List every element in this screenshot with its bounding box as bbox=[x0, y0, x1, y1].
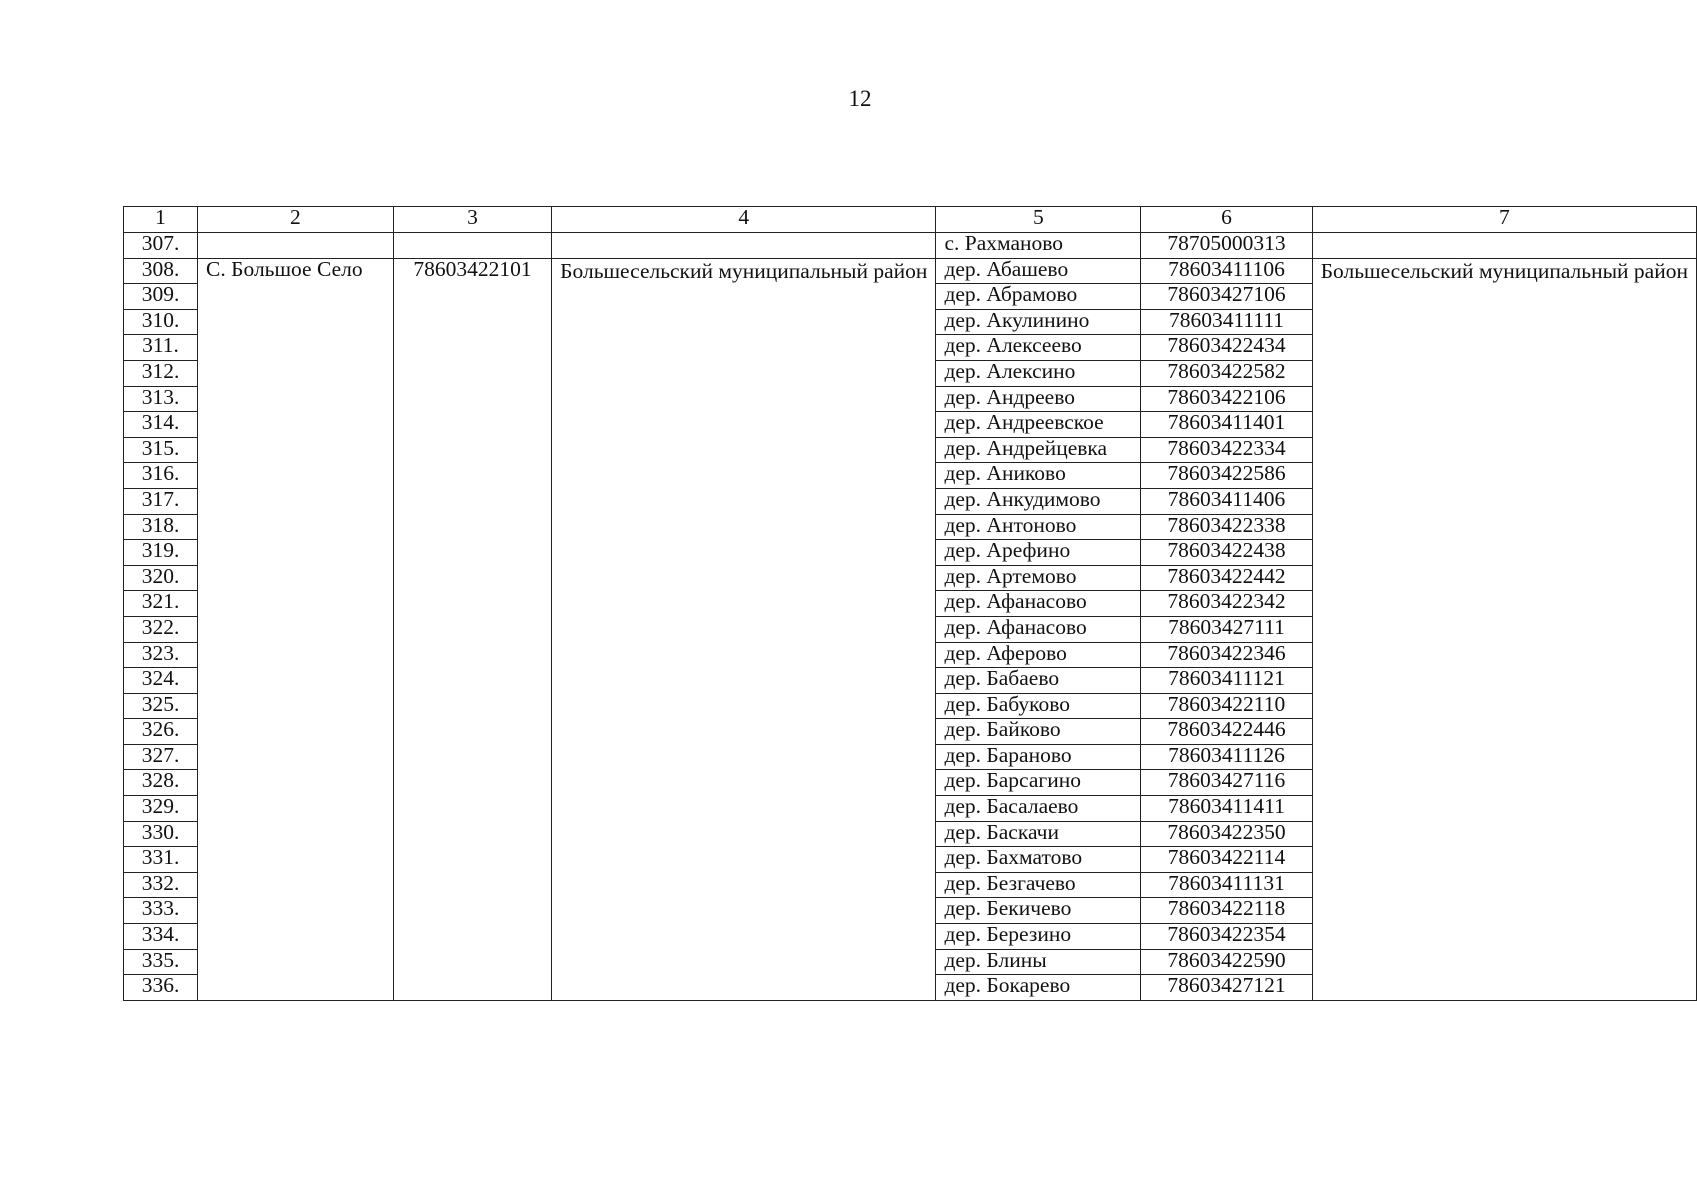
row-number: 317. bbox=[124, 488, 198, 514]
settlement-name: дер. Акулинино bbox=[936, 309, 1141, 335]
okato-code: 78705000313 bbox=[1141, 233, 1312, 259]
settlement-name: дер. Бокарево bbox=[936, 975, 1141, 1001]
page-number: 12 bbox=[848, 86, 872, 111]
row-number: 333. bbox=[124, 898, 198, 924]
empty-cell bbox=[552, 233, 936, 259]
row-number: 310. bbox=[124, 309, 198, 335]
settlement-name: дер. Баскачи bbox=[936, 821, 1141, 847]
row-number: 312. bbox=[124, 360, 198, 386]
okato-code: 78603422334 bbox=[1141, 437, 1312, 463]
admin-center-code: 78603422101 bbox=[393, 258, 551, 1000]
settlement-name: дер. Абашево bbox=[936, 258, 1141, 284]
row-number: 329. bbox=[124, 796, 198, 822]
row-number: 322. bbox=[124, 616, 198, 642]
settlement-name: дер. Бахматово bbox=[936, 847, 1141, 873]
okato-code: 78603422346 bbox=[1141, 642, 1312, 668]
row-number: 323. bbox=[124, 642, 198, 668]
okato-code: 78603422442 bbox=[1141, 565, 1312, 591]
settlements-table bbox=[123, 206, 1697, 1001]
okato-code: 78603427116 bbox=[1141, 770, 1312, 796]
row-number: 325. bbox=[124, 693, 198, 719]
settlement-name: дер. Бабуково bbox=[936, 693, 1141, 719]
row-number: 335. bbox=[124, 949, 198, 975]
okato-code: 78603427111 bbox=[1141, 616, 1312, 642]
settlement-name: дер. Андрейцевка bbox=[936, 437, 1141, 463]
row-number: 313. bbox=[124, 386, 198, 412]
settlement-name: дер. Антоново bbox=[936, 514, 1141, 540]
settlement-name: дер. Байково bbox=[936, 719, 1141, 745]
empty-cell bbox=[198, 233, 394, 259]
okato-code: 78603422582 bbox=[1141, 360, 1312, 386]
row-number: 330. bbox=[124, 821, 198, 847]
settlement-name: дер. Андреево bbox=[936, 386, 1141, 412]
okato-code: 78603422438 bbox=[1141, 540, 1312, 566]
settlement-name: дер. Бекичево bbox=[936, 898, 1141, 924]
settlement-name: дер. Аниково bbox=[936, 463, 1141, 489]
column-header: 7 bbox=[1312, 207, 1696, 233]
okato-code: 78603422446 bbox=[1141, 719, 1312, 745]
row-number: 321. bbox=[124, 591, 198, 617]
settlement-name: дер. Алексино bbox=[936, 360, 1141, 386]
column-header: 5 bbox=[936, 207, 1141, 233]
settlement-name: дер. Аферово bbox=[936, 642, 1141, 668]
row-number: 332. bbox=[124, 872, 198, 898]
okato-code: 78603422106 bbox=[1141, 386, 1312, 412]
settlement-name: дер. Блины bbox=[936, 949, 1141, 975]
row-number: 318. bbox=[124, 514, 198, 540]
okato-code: 78603422110 bbox=[1141, 693, 1312, 719]
okato-code: 78603422586 bbox=[1141, 463, 1312, 489]
settlement-name: дер. Анкудимово bbox=[936, 488, 1141, 514]
row-number: 308. bbox=[124, 258, 198, 284]
settlement-name: дер. Березино bbox=[936, 924, 1141, 950]
row-number: 316. bbox=[124, 463, 198, 489]
okato-code: 78603427121 bbox=[1141, 975, 1312, 1001]
row-number: 336. bbox=[124, 975, 198, 1001]
empty-cell bbox=[393, 233, 551, 259]
column-header: 1 bbox=[124, 207, 198, 233]
okato-code: 78603411121 bbox=[1141, 668, 1312, 694]
okato-code: 78603422118 bbox=[1141, 898, 1312, 924]
row-number: 307. bbox=[124, 233, 198, 259]
okato-code: 78603411106 bbox=[1141, 258, 1312, 284]
okato-code: 78603422342 bbox=[1141, 591, 1312, 617]
okato-code: 78603411126 bbox=[1141, 744, 1312, 770]
okato-code: 78603422338 bbox=[1141, 514, 1312, 540]
row-number: 315. bbox=[124, 437, 198, 463]
row-number: 320. bbox=[124, 565, 198, 591]
settlement-name: дер. Афанасово bbox=[936, 616, 1141, 642]
settlement-name: дер. Артемово bbox=[936, 565, 1141, 591]
row-number: 334. bbox=[124, 924, 198, 950]
settlement-name: дер. Бабаево bbox=[936, 668, 1141, 694]
column-header: 6 bbox=[1141, 207, 1312, 233]
row-number: 324. bbox=[124, 668, 198, 694]
table-row bbox=[124, 258, 1697, 284]
row-number: 311. bbox=[124, 335, 198, 361]
admin-center-name: С. Большое Село bbox=[198, 258, 394, 1000]
settlement-name: дер. Арефино bbox=[936, 540, 1141, 566]
okato-code: 78603422590 bbox=[1141, 949, 1312, 975]
settlement-name: дер. Андреевское bbox=[936, 412, 1141, 438]
column-header: 3 bbox=[393, 207, 551, 233]
column-header: 4 bbox=[552, 207, 936, 233]
settlement-name: дер. Афанасово bbox=[936, 591, 1141, 617]
table-row bbox=[124, 233, 1697, 259]
row-number: 326. bbox=[124, 719, 198, 745]
okato-code: 78603411406 bbox=[1141, 488, 1312, 514]
row-number: 314. bbox=[124, 412, 198, 438]
district-name: Большесельский муниципальный район bbox=[552, 258, 936, 1000]
row-number: 327. bbox=[124, 744, 198, 770]
settlement-name: дер. Басалаево bbox=[936, 796, 1141, 822]
settlement-name: с. Рахманово bbox=[936, 233, 1141, 259]
column-header: 2 bbox=[198, 207, 394, 233]
okato-code: 78603422434 bbox=[1141, 335, 1312, 361]
row-number: 328. bbox=[124, 770, 198, 796]
settlement-name: дер. Барсагино bbox=[936, 770, 1141, 796]
row-number: 309. bbox=[124, 284, 198, 310]
okato-code: 78603422350 bbox=[1141, 821, 1312, 847]
row-number: 331. bbox=[124, 847, 198, 873]
okato-code: 78603411131 bbox=[1141, 872, 1312, 898]
column-numbers-row bbox=[124, 207, 1697, 233]
okato-code: 78603422354 bbox=[1141, 924, 1312, 950]
okato-code: 78603422114 bbox=[1141, 847, 1312, 873]
okato-code: 78603427106 bbox=[1141, 284, 1312, 310]
district-name-col7: Большесельский муниципальный район bbox=[1312, 258, 1696, 1000]
okato-code: 78603411401 bbox=[1141, 412, 1312, 438]
settlement-name: дер. Алексеево bbox=[936, 335, 1141, 361]
settlement-name: дер. Безгачево bbox=[936, 872, 1141, 898]
settlement-name: дер. Абрамово bbox=[936, 284, 1141, 310]
okato-code: 78603411111 bbox=[1141, 309, 1312, 335]
settlement-name: дер. Бараново bbox=[936, 744, 1141, 770]
table-body bbox=[124, 207, 1697, 1001]
row-number: 319. bbox=[124, 540, 198, 566]
empty-cell bbox=[1312, 233, 1696, 259]
okato-code: 78603411411 bbox=[1141, 796, 1312, 822]
